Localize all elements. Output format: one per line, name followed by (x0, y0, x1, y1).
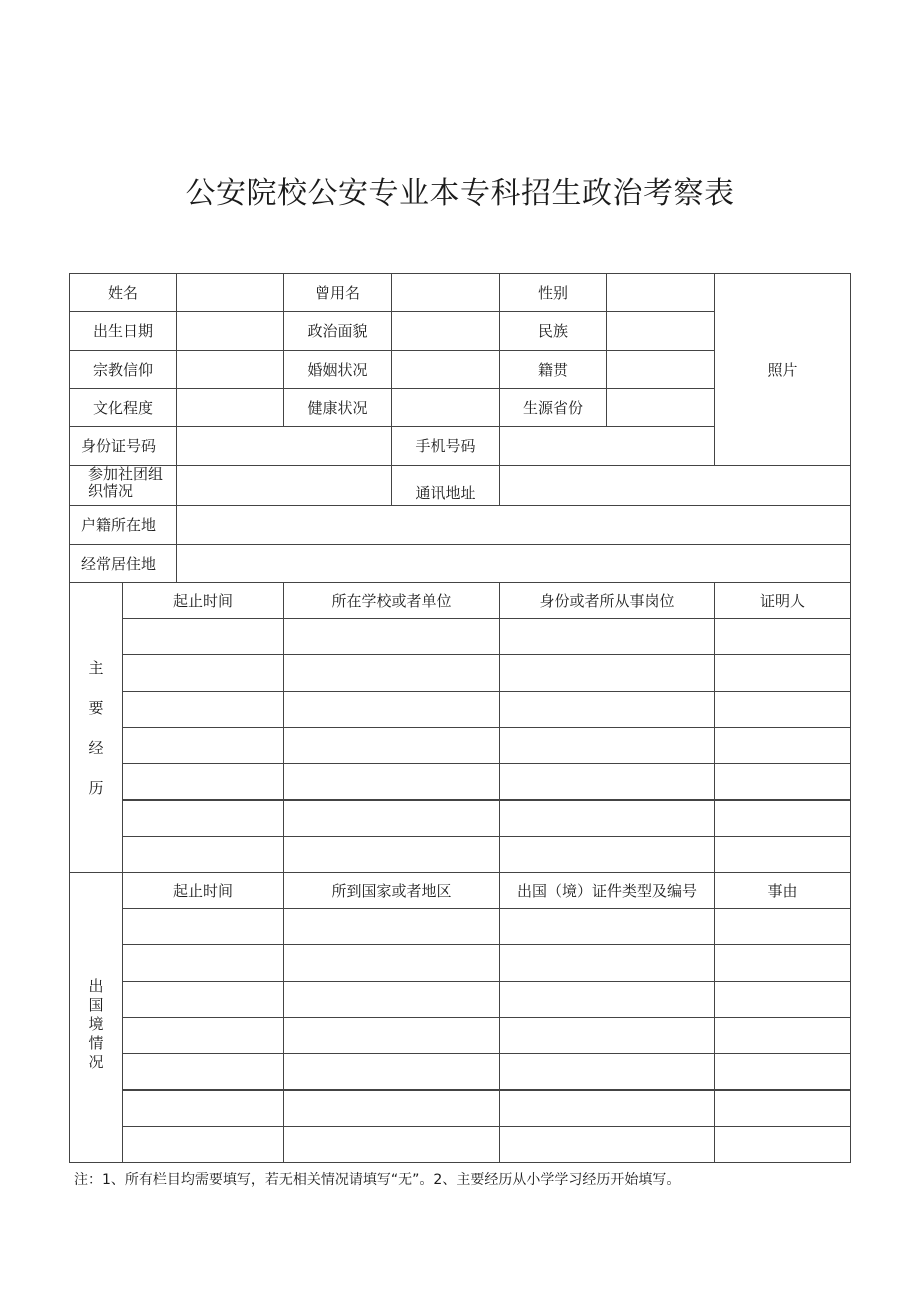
political-status-field[interactable] (391, 311, 500, 351)
experience-row-cell[interactable] (499, 727, 715, 764)
health-field[interactable] (391, 388, 500, 427)
abroad-row-cell[interactable] (122, 1017, 284, 1054)
label-political-status: 政治面貌 (283, 311, 392, 351)
experience-row-cell[interactable] (714, 654, 851, 691)
label-gender: 性别 (499, 273, 607, 312)
label-health: 健康状况 (283, 388, 392, 427)
abroad-header-period: 起止时间 (122, 872, 284, 909)
abroad-row-cell[interactable] (714, 1017, 851, 1054)
label-former-name: 曾用名 (283, 273, 392, 312)
abroad-row-cell[interactable] (122, 981, 284, 1018)
abroad-row-cell[interactable] (714, 981, 851, 1018)
experience-row-cell[interactable] (122, 618, 284, 655)
abroad-row-cell[interactable] (283, 1126, 500, 1163)
id-number-field[interactable] (176, 426, 392, 466)
mobile-field[interactable] (499, 426, 715, 466)
abroad-row-cell[interactable] (283, 1053, 500, 1090)
experience-label-char: 历 (88, 778, 104, 797)
photo-box[interactable]: 照片 (714, 273, 851, 466)
abroad-row-cell[interactable] (714, 1126, 851, 1163)
experience-row-cell[interactable] (283, 836, 500, 873)
label-id-number: 身份证号码 (69, 426, 177, 466)
label-organizations-line1: 参加社团组 (88, 465, 164, 483)
experience-label-char: 主 (88, 658, 104, 677)
experience-header-unit: 所在学校或者单位 (283, 582, 500, 619)
experience-row-cell[interactable] (122, 800, 284, 837)
abroad-row-cell[interactable] (499, 981, 715, 1018)
label-address: 通讯地址 (391, 465, 500, 506)
abroad-row-cell[interactable] (283, 1090, 500, 1127)
label-residence: 经常居住地 (69, 544, 177, 583)
experience-row-cell[interactable] (499, 763, 715, 800)
label-education: 文化程度 (69, 388, 177, 427)
experience-row-cell[interactable] (122, 727, 284, 764)
abroad-row-cell[interactable] (714, 944, 851, 981)
abroad-row-cell[interactable] (499, 1090, 715, 1127)
experience-header-witness: 证明人 (714, 582, 851, 619)
ethnicity-field[interactable] (606, 311, 715, 351)
name-field[interactable] (176, 273, 284, 312)
experience-row-cell[interactable] (122, 691, 284, 728)
experience-header-period: 起止时间 (122, 582, 284, 619)
marital-status-field[interactable] (391, 350, 500, 389)
page-title: 公安院校公安专业本专科招生政治考察表 (185, 176, 735, 211)
abroad-row-cell[interactable] (499, 1017, 715, 1054)
household-location-field[interactable] (176, 505, 851, 545)
label-native-place: 籍贯 (499, 350, 607, 389)
label-name: 姓名 (69, 273, 177, 312)
abroad-row-cell[interactable] (499, 908, 715, 945)
abroad-row-cell[interactable] (714, 1053, 851, 1090)
abroad-label-char: 出 (88, 977, 104, 995)
abroad-header-reason: 事由 (714, 872, 851, 909)
experience-row-cell[interactable] (283, 800, 500, 837)
experience-row-cell[interactable] (499, 654, 715, 691)
education-field[interactable] (176, 388, 284, 427)
experience-row-cell[interactable] (499, 800, 715, 837)
label-birth-date: 出生日期 (69, 311, 177, 351)
abroad-row-cell[interactable] (283, 981, 500, 1018)
experience-row-cell[interactable] (714, 618, 851, 655)
address-field[interactable] (499, 465, 851, 506)
abroad-label-char: 境 (88, 1015, 104, 1033)
abroad-row-cell[interactable] (499, 944, 715, 981)
label-organizations-line2: 织情况 (88, 482, 134, 500)
label-mobile: 手机号码 (391, 426, 500, 466)
organizations-field[interactable] (176, 465, 392, 506)
experience-header-position: 身份或者所从事岗位 (499, 582, 715, 619)
abroad-row-cell[interactable] (283, 908, 500, 945)
abroad-row-cell[interactable] (499, 1126, 715, 1163)
abroad-section-label (69, 872, 123, 1163)
experience-row-cell[interactable] (714, 836, 851, 873)
abroad-label-char: 情 (88, 1034, 104, 1052)
experience-row-cell[interactable] (714, 800, 851, 837)
abroad-row-cell[interactable] (714, 1090, 851, 1127)
gender-field[interactable] (606, 273, 715, 312)
experience-row-cell[interactable] (122, 763, 284, 800)
abroad-row-cell[interactable] (122, 944, 284, 981)
abroad-label-char: 国 (88, 996, 104, 1014)
experience-row-cell[interactable] (714, 763, 851, 800)
experience-label-char: 要 (88, 698, 104, 717)
religion-field[interactable] (176, 350, 284, 389)
experience-row-cell[interactable] (714, 691, 851, 728)
experience-row-cell[interactable] (499, 836, 715, 873)
abroad-label-char: 况 (88, 1053, 104, 1071)
abroad-row-cell[interactable] (122, 1053, 284, 1090)
experience-row-cell[interactable] (122, 836, 284, 873)
former-name-field[interactable] (391, 273, 500, 312)
abroad-header-destination: 所到国家或者地区 (283, 872, 500, 909)
birth-date-field[interactable] (176, 311, 284, 351)
experience-row-cell[interactable] (283, 763, 500, 800)
experience-row-cell[interactable] (283, 654, 500, 691)
abroad-row-cell[interactable] (122, 1090, 284, 1127)
experience-row-cell[interactable] (714, 727, 851, 764)
abroad-header-document: 出国（境）证件类型及编号 (499, 872, 715, 909)
experience-section-label (69, 582, 123, 873)
experience-label-char: 经 (88, 738, 104, 757)
residence-field[interactable] (176, 544, 851, 583)
footnote: 注：1、所有栏目均需要填写，若无相关情况请填写“无”。2、主要经历从小学学习经历开始填写。 (74, 1172, 681, 1188)
abroad-row-cell[interactable] (122, 1126, 284, 1163)
experience-row-cell[interactable] (499, 691, 715, 728)
experience-row-cell[interactable] (499, 618, 715, 655)
abroad-row-cell[interactable] (714, 908, 851, 945)
label-household-location: 户籍所在地 (69, 505, 177, 545)
label-religion: 宗教信仰 (69, 350, 177, 389)
abroad-row-cell[interactable] (122, 908, 284, 945)
experience-row-cell[interactable] (283, 691, 500, 728)
label-source-province: 生源省份 (499, 388, 607, 427)
label-marital-status: 婚姻状况 (283, 350, 392, 389)
abroad-row-cell[interactable] (499, 1053, 715, 1090)
experience-row-cell[interactable] (122, 654, 284, 691)
label-ethnicity: 民族 (499, 311, 607, 351)
experience-row-cell[interactable] (283, 618, 500, 655)
label-organizations (69, 465, 177, 506)
experience-row-cell[interactable] (283, 727, 500, 764)
abroad-row-cell[interactable] (283, 1017, 500, 1054)
source-province-field[interactable] (606, 388, 715, 427)
native-place-field[interactable] (606, 350, 715, 389)
abroad-row-cell[interactable] (283, 944, 500, 981)
